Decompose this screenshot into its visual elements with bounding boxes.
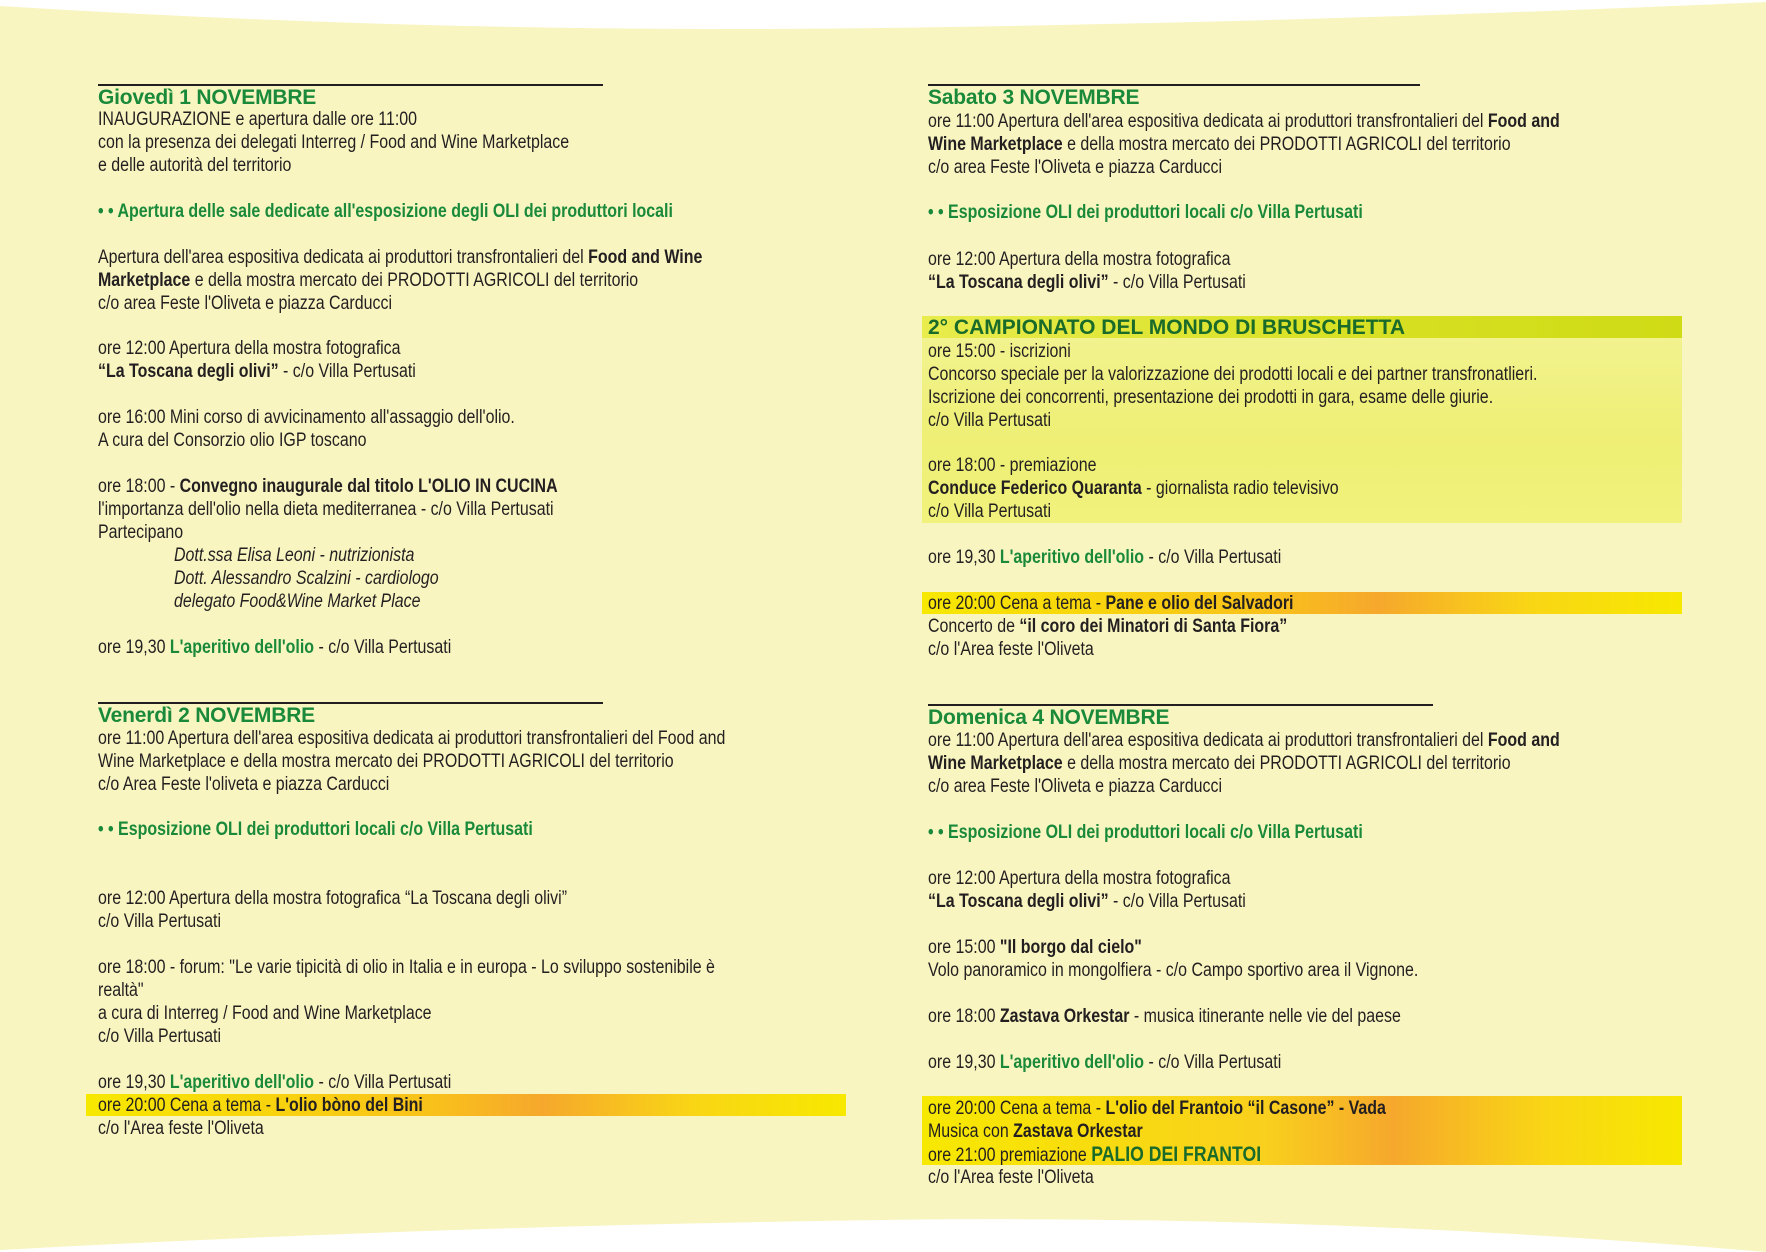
text-line: Marketplace e della mostra mercato dei PRODOTTI AGRICOLI del territorio	[98, 270, 639, 291]
text-line: c/o Villa Pertusati	[928, 501, 1052, 522]
text-line: con la presenza dei delegati Interreg / Food and Wine Marketplace	[98, 132, 570, 153]
participant: delegato Food&Wine Market Place	[174, 591, 421, 612]
text-line: ore 11:00 Apertura dell'area espositiva dedicata ai produttori transfrontalieri del Food and	[928, 111, 1560, 132]
text-line: l'importanza dell'olio nella dieta mediterranea - c/o Villa Pertusati	[98, 499, 554, 520]
text-line: ore 12:00 Apertura della mostra fotografica	[98, 338, 401, 359]
text-line: ore 15:00 "Il borgo dal cielo"	[928, 937, 1142, 958]
day-title-saturday: Sabato 3 NOVEMBRE	[928, 86, 1140, 109]
aperitivo-line: ore 19,30 L'aperitivo dell'olio - c/o Villa Pertusati	[928, 547, 1282, 568]
text-line: Conduce Federico Quaranta - giornalista radio televisivo	[928, 478, 1339, 499]
text-line: “La Toscana degli olivi” - c/o Villa Pertusati	[928, 891, 1246, 912]
text-line: ore 18:00 - forum: "Le varie tipicità di olio in Italia e in europa - Lo sviluppo sostenibile è	[98, 957, 715, 978]
text-line: Wine Marketplace e della mostra mercato dei PRODOTTI AGRICOLI del territorio	[98, 751, 674, 772]
text-line: Iscrizione dei concorrenti, presentazione dei prodotti in gara, esame delle giurie.	[928, 387, 1494, 408]
text-line: realtà"	[98, 980, 144, 1001]
text-line: c/o Villa Pertusati	[928, 410, 1052, 431]
text-line: c/o Villa Pertusati	[98, 911, 222, 932]
day-title-thursday: Giovedì 1 NOVEMBRE	[98, 86, 317, 109]
bullet-icon: • •	[928, 822, 944, 843]
bullet-icon: • •	[928, 202, 944, 223]
text-line: c/o area Feste l'Oliveta e piazza Carducci	[98, 293, 393, 314]
participant: Dott.ssa Elisa Leoni - nutrizionista	[174, 545, 415, 566]
bullet-icon: • •	[98, 201, 114, 222]
text-line: ore 12:00 Apertura della mostra fotografica	[928, 868, 1231, 889]
text-line: ore 18:00 - Convegno inaugurale dal titolo L'OLIO IN CUCINA	[98, 476, 558, 497]
dinner-line: ore 20:00 Cena a tema - L'olio bòno del Bini	[98, 1095, 423, 1116]
aperitivo-line: ore 19,30 L'aperitivo dell'olio - c/o Villa Pertusati	[928, 1052, 1282, 1073]
paper-fill	[0, 2, 1766, 1252]
text-line: c/o Villa Pertusati	[98, 1026, 222, 1047]
oli-exhibition-line: • • Esposizione OLI dei produttori locali c/o Villa Pertusati	[928, 822, 1363, 843]
dinner-line: ore 20:00 Cena a tema - L'olio del Frantoio “il Casone” - Vada	[928, 1098, 1386, 1119]
text-line: c/o Area Feste l'oliveta e piazza Carducci	[98, 774, 390, 795]
text-line: Partecipano	[98, 522, 184, 543]
oli-exhibition-line: • • Esposizione OLI dei produttori locali c/o Villa Pertusati	[928, 202, 1363, 223]
text-line: Volo panoramico in mongolfiera - c/o Campo sportivo area il Vignone.	[928, 960, 1419, 981]
championship-title: 2° CAMPIONATO DEL MONDO DI BRUSCHETTA	[928, 316, 1406, 339]
text-line: “La Toscana degli olivi” - c/o Villa Pertusati	[98, 361, 416, 382]
day-title-friday: Venerdì 2 NOVEMBRE	[98, 704, 315, 727]
text-line: ore 18:00 - premiazione	[928, 455, 1097, 476]
text-line: ore 18:00 Zastava Orkestar - musica itinerante nelle vie del paese	[928, 1006, 1401, 1027]
inaugurazione-label: INAUGURAZIONE	[98, 109, 232, 130]
text-line: c/o l'Area feste l'Oliveta	[928, 1167, 1094, 1188]
palio-line: ore 21:00 premiazione PALIO DEI FRANTOI	[928, 1143, 1262, 1166]
text-line: ore 16:00 Mini corso di avvicinamento all'assaggio dell'olio.	[98, 407, 515, 428]
text-line: Concorso speciale per la valorizzazione dei prodotti locali e dei partner transfronatlieri.	[928, 364, 1538, 385]
dinner-line: ore 20:00 Cena a tema - Pane e olio del Salvadori	[928, 593, 1294, 614]
text-line: ore 12:00 Apertura della mostra fotografica “La Toscana degli olivi”	[98, 888, 568, 909]
text-line: a cura di Interreg / Food and Wine Marketplace	[98, 1003, 432, 1024]
text-line: c/o area Feste l'Oliveta e piazza Carducci	[928, 776, 1223, 797]
aperitivo-line: ore 19,30 L'aperitivo dell'olio - c/o Villa Pertusati	[98, 637, 452, 658]
text-line: e delle autorità del territorio	[98, 155, 292, 176]
day-title-sunday: Domenica 4 NOVEMBRE	[928, 706, 1170, 729]
text-line: c/o l'Area feste l'Oliveta	[928, 639, 1094, 660]
text-line: Wine Marketplace e della mostra mercato dei PRODOTTI AGRICOLI del territorio	[928, 134, 1511, 155]
text-line: c/o area Feste l'Oliveta e piazza Carducci	[928, 157, 1223, 178]
aperitivo-line: ore 19,30 L'aperitivo dell'olio - c/o Villa Pertusati	[98, 1072, 452, 1093]
participant: Dott. Alessandro Scalzini - cardiologo	[174, 568, 439, 589]
text-line: INAUGURAZIONE e apertura dalle ore 11:00	[98, 109, 418, 130]
text-line: ore 11:00 Apertura dell'area espositiva dedicata ai produttori transfrontalieri del Food and	[928, 730, 1560, 751]
text-line: ore 15:00 - iscrizioni	[928, 341, 1071, 362]
text-line: ore 12:00 Apertura della mostra fotografica	[928, 249, 1231, 270]
text-line: “La Toscana degli olivi” - c/o Villa Pertusati	[928, 272, 1246, 293]
text-line: ore 11:00 Apertura dell'area espositiva dedicata ai produttori transfrontalieri del Food and	[98, 728, 726, 749]
text-line: Concerto de “il coro dei Minatori di Santa Fiora”	[928, 616, 1288, 637]
text-line: Musica con Zastava Orkestar	[928, 1121, 1143, 1142]
oli-exhibition-line: • • Esposizione OLI dei produttori locali c/o Villa Pertusati	[98, 819, 533, 840]
text-line: Wine Marketplace e della mostra mercato dei PRODOTTI AGRICOLI del territorio	[928, 753, 1511, 774]
oli-exhibition-line: • • Apertura delle sale dedicate all'esposizione degli OLI dei produttori locali	[98, 201, 673, 222]
bullet-icon: • •	[98, 819, 114, 840]
text-line: Apertura dell'area espositiva dedicata ai produttori transfrontalieri del Food and Wine	[98, 247, 703, 268]
text-line: c/o l'Area feste l'Oliveta	[98, 1118, 264, 1139]
text-line: A cura del Consorzio olio IGP toscano	[98, 430, 367, 451]
